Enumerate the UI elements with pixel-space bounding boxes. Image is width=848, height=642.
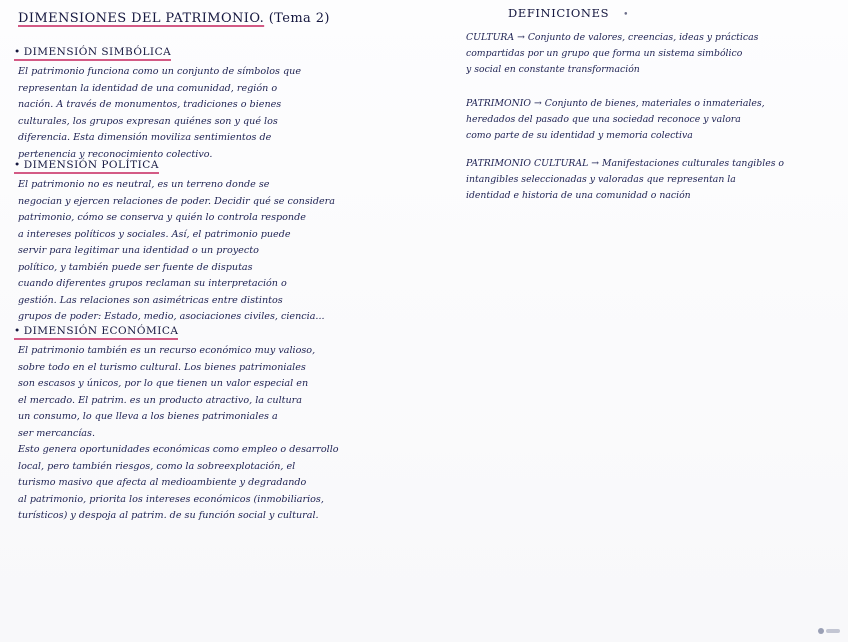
text-line: el mercado. El patrim. es un producto atractivo, la cultura [18,394,302,406]
section-heading-text: DIMENSIÓN ECONÓMICA [23,325,179,337]
watermark-mark-icon [818,628,824,634]
text-line: sobre todo en el turismo cultural. Los bienes patrimoniales [18,361,306,373]
watermark-text-bar [826,629,840,633]
definition-line: heredados del pasado que una sociedad reconoce y valora [466,114,741,125]
text-line: político, y también puede ser fuente de disputas [18,261,253,273]
text-line: patrimonio, cómo se conserva y quién lo controla responde [18,212,306,223]
text-line: un consumo, lo que lleva a los bienes patrimoniales a [18,411,278,422]
definition-line: identidad e historia de una comunidad o nación [466,190,691,201]
watermark-logo [818,626,840,636]
text-line: nación. A través de monumentos, tradiciones o bienes [18,99,282,110]
text-line: turísticos) y despoja al patrim. de su función social y cultural. [18,510,319,521]
text-line: El patrimonio funciona como un conjunto de símbolos que [18,66,302,77]
section-simbolica [14,40,434,163]
definition-line: como parte de su identidad y memoria colectiva [466,130,693,141]
definition-patrimonio-cultural [466,156,838,204]
page-title-main: DIMENSIONES DEL PATRIMONIO. [18,11,265,26]
text-line: culturales, los grupos expresan quiénes son y qué los [18,115,278,127]
page-title-topic: (Tema 2) [268,11,330,26]
definition-line: intangibles seleccionadas y valoradas que representan la [466,174,736,185]
text-line: representan la identidad de una comunidad, región o [18,82,278,94]
definition-cultura [466,30,838,78]
text-line: turismo masivo que afecta al medioambiente y degradando [18,477,307,488]
text-line: local, pero también riesgos, como la sobreexplotación, el [18,460,296,472]
text-line: son escasos y únicos, por lo que tienen un valor especial en [18,378,309,389]
definition-patrimonio [466,96,838,144]
text-line: El patrimonio también es un recurso económico muy valioso, [18,345,316,356]
definition-line: CULTURA → Conjunto de valores, creencias, ideas y prácticas [466,32,759,43]
text-line: al patrimonio, priorita los intereses económicos (inmobiliarios, [18,493,324,505]
definition-line: PATRIMONIO → Conjunto de bienes, materiales o inmateriales, [466,98,765,109]
definitions-mark: • [623,10,629,20]
text-line: diferencia. Esta dimensión moviliza sentimientos de [18,132,272,143]
text-line: negocian y ejercen relaciones de poder. Decidir qué se considera [18,195,335,207]
text-line: pertenencia y reconocimiento colectivo. [18,148,213,160]
text-line: grupos de poder: Estado, medio, asociaciones civiles, ciencia... [18,311,325,322]
section-heading: • DIMENSIÓN ECONÓMICA [14,325,178,340]
section-heading: • DIMENSIÓN SIMBÓLICA [14,46,171,61]
section-economica [14,319,434,525]
text-line: cuando diferentes grupos reclaman su interpretación o [18,278,287,289]
text-line: El patrimonio no es neutral, es un terreno donde se [18,179,270,190]
definitions-heading [508,6,629,20]
section-politica [14,153,434,326]
section-heading-text: DIMENSIÓN POLÍTICA [23,159,159,171]
definition-line: compartidas por un grupo que forma un sistema simbólico [466,48,743,59]
page-title [18,11,330,26]
text-line: ser mercancías. [18,427,96,439]
definition-line: y social en constante transformación [466,64,640,75]
definitions-heading-text: DEFINICIONES [508,6,610,20]
section-heading: • DIMENSIÓN POLÍTICA [14,159,159,174]
definition-line: PATRIMONIO CULTURAL → Manifestaciones culturales tangibles o [466,158,785,169]
text-line: gestión. Las relaciones son asimétricas entre distintos [18,294,283,306]
text-line: servir para legitimar una identidad o un proyecto [18,245,259,256]
section-heading-text: DIMENSIÓN SIMBÓLICA [23,46,172,58]
text-line: a intereses políticos y sociales. Así, el patrimonio puede [18,228,291,240]
text-line: Esto genera oportunidades económicas como empleo o desarrollo [18,444,339,455]
